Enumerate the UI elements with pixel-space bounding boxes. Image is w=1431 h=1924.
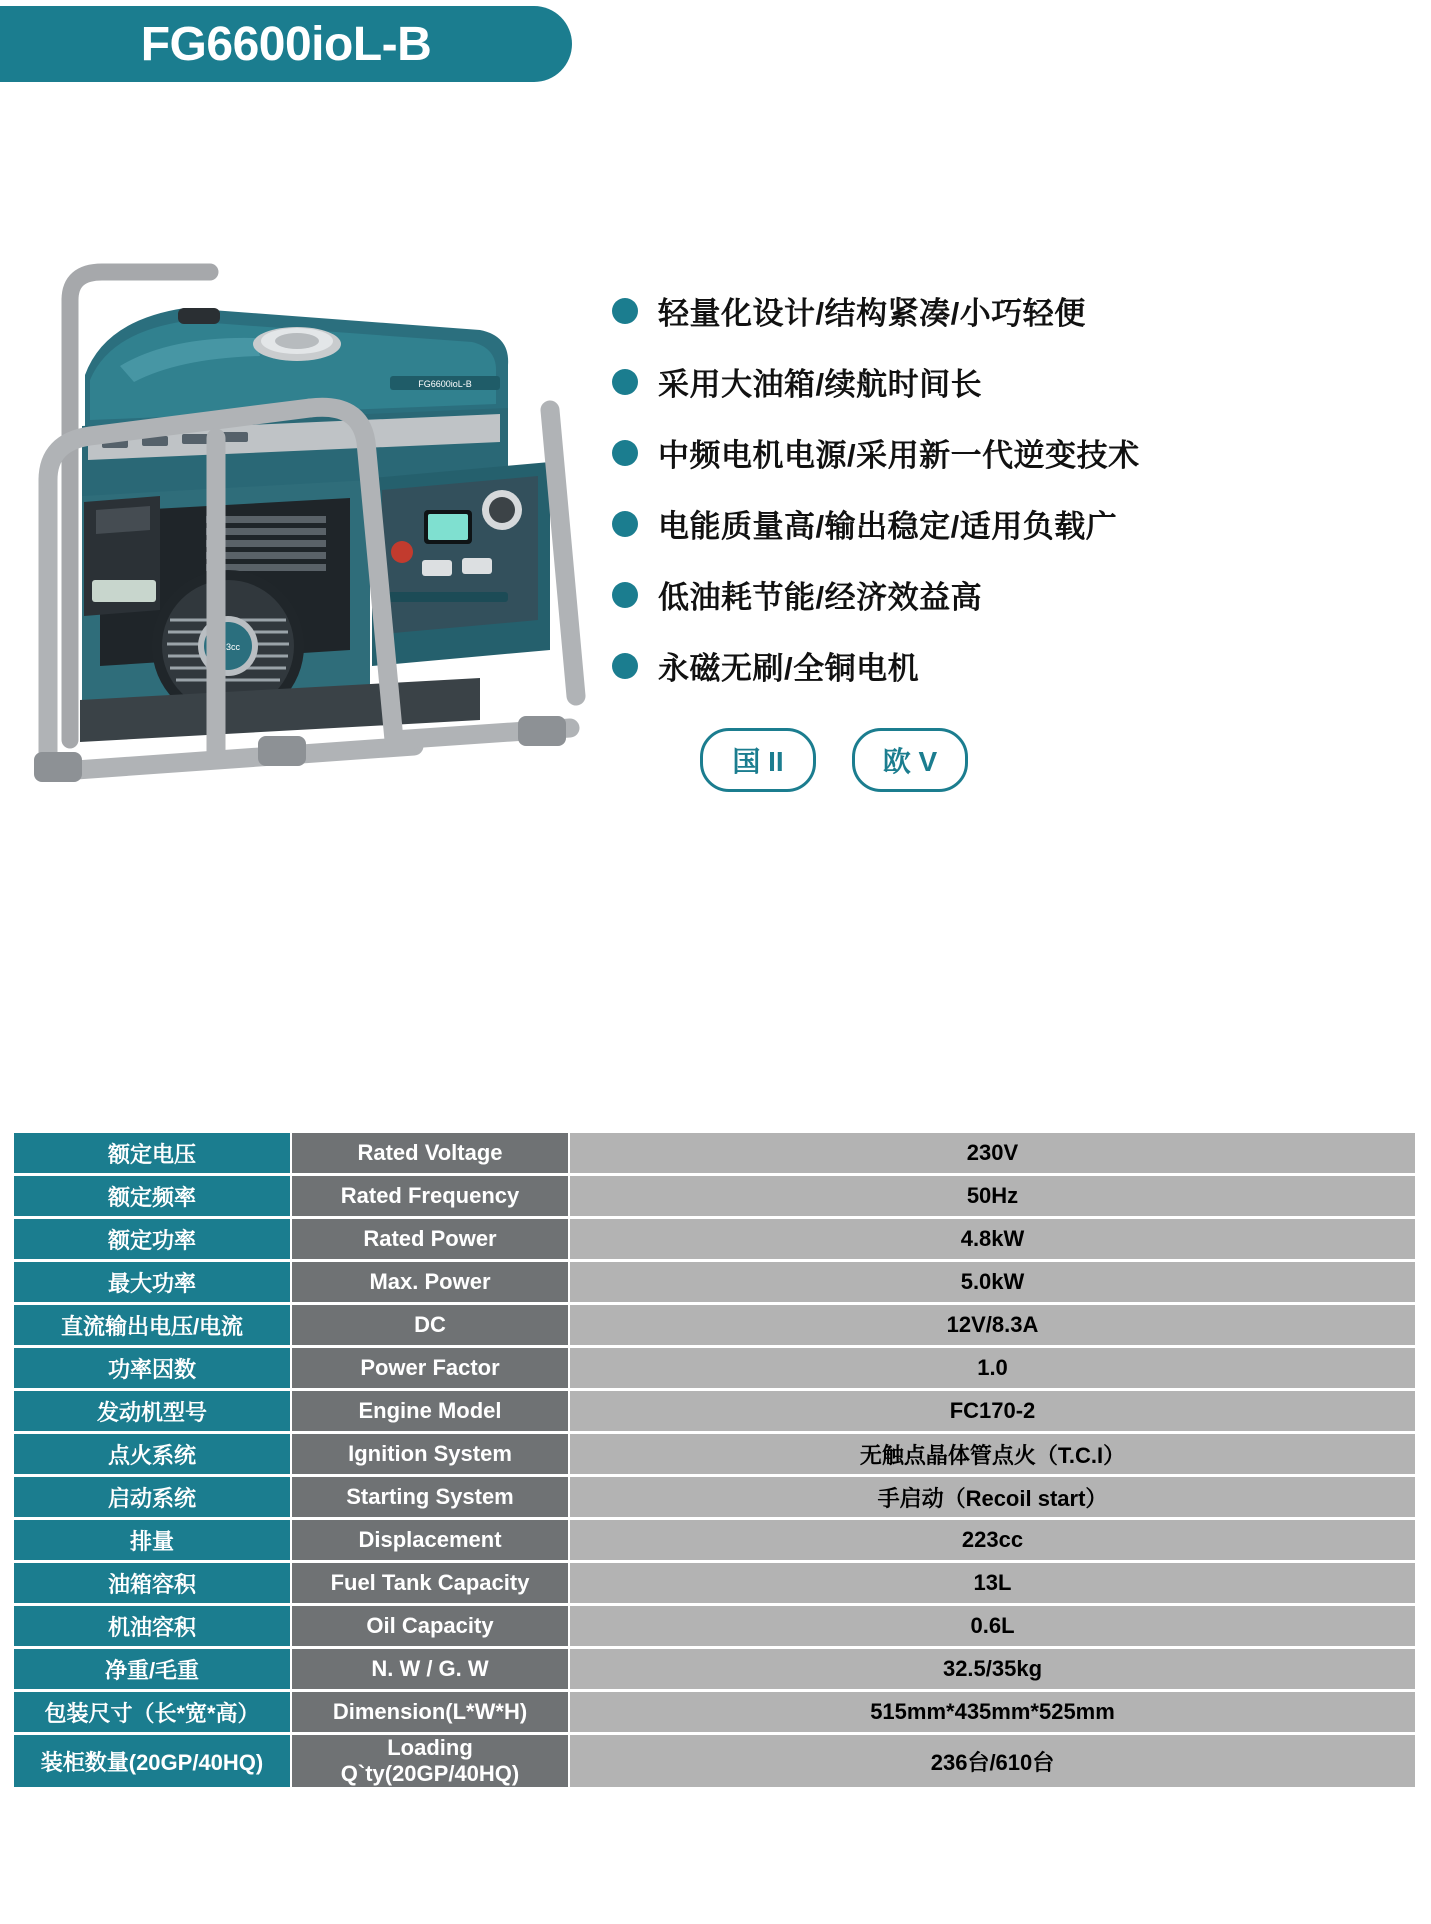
spec-name-cn: 直流输出电压/电流 xyxy=(14,1305,290,1345)
spec-table-body xyxy=(14,1133,1415,1787)
page-title: FG6600ioL-B xyxy=(140,17,432,71)
spec-name-en: Engine Model xyxy=(292,1391,568,1431)
spec-name-cn: 额定电压 xyxy=(14,1133,290,1173)
spec-name-en: Max. Power xyxy=(292,1262,568,1302)
spec-name-cn: 功率因数 xyxy=(14,1348,290,1388)
spec-value: 1.0 xyxy=(570,1348,1415,1388)
table-row xyxy=(14,1348,1415,1388)
feature-label: 永磁无刷/全铜电机 xyxy=(658,651,920,686)
bullet-icon xyxy=(612,440,638,466)
spec-name-en: Rated Power xyxy=(292,1219,568,1259)
table-row xyxy=(14,1477,1415,1517)
feature-item xyxy=(612,572,1422,617)
spec-value: 手启动（Recoil start） xyxy=(570,1477,1415,1517)
spec-value: 13L xyxy=(570,1563,1415,1603)
table-row xyxy=(14,1133,1415,1173)
spec-name-cn: 净重/毛重 xyxy=(14,1649,290,1689)
table-row xyxy=(14,1176,1415,1216)
spec-name-en: DC xyxy=(292,1305,568,1345)
spec-name-cn: 额定功率 xyxy=(14,1219,290,1259)
feature-item xyxy=(612,359,1422,404)
table-row xyxy=(14,1563,1415,1603)
spec-name-en: Displacement xyxy=(292,1520,568,1560)
spec-value: 50Hz xyxy=(570,1176,1415,1216)
spec-value: 无触点晶体管点火（T.C.I） xyxy=(570,1434,1415,1474)
bullet-icon xyxy=(612,582,638,608)
bullet-icon xyxy=(612,369,638,395)
table-row xyxy=(14,1520,1415,1560)
table-row xyxy=(14,1692,1415,1732)
table-row xyxy=(14,1305,1415,1345)
table-row xyxy=(14,1649,1415,1689)
table-row xyxy=(14,1391,1415,1431)
feature-item xyxy=(612,430,1422,475)
spec-value: 223cc xyxy=(570,1520,1415,1560)
spec-name-en: Oil Capacity xyxy=(292,1606,568,1646)
feature-label: 轻量化设计/结构紧凑/小巧轻便 xyxy=(658,296,1086,331)
spec-name-en: Dimension(L*W*H) xyxy=(292,1692,568,1732)
bullet-icon xyxy=(612,653,638,679)
table-row xyxy=(14,1434,1415,1474)
table-row xyxy=(14,1219,1415,1259)
feature-item xyxy=(612,288,1422,333)
feature-list xyxy=(612,288,1422,714)
spec-value: 12V/8.3A xyxy=(570,1305,1415,1345)
feature-item xyxy=(612,643,1422,688)
feature-item xyxy=(612,501,1422,546)
spec-name-en: Ignition System xyxy=(292,1434,568,1474)
spec-name-cn: 排量 xyxy=(14,1520,290,1560)
spec-name-cn: 装柜数量(20GP/40HQ) xyxy=(14,1735,290,1787)
spec-value: 32.5/35kg xyxy=(570,1649,1415,1689)
spec-name-cn: 点火系统 xyxy=(14,1434,290,1474)
spec-value: 230V xyxy=(570,1133,1415,1173)
feature-label: 低油耗节能/经济效益高 xyxy=(658,580,983,615)
table-row xyxy=(14,1262,1415,1302)
product-title-banner xyxy=(0,6,572,82)
product-image xyxy=(10,180,590,830)
spec-value: 5.0kW xyxy=(570,1262,1415,1302)
spec-value: 236台/610台 xyxy=(570,1735,1415,1787)
standard-badges xyxy=(700,728,968,792)
spec-name-cn: 油箱容积 xyxy=(14,1563,290,1603)
spec-name-en: Rated Voltage xyxy=(292,1133,568,1173)
status-badge: 欧 V xyxy=(852,728,968,792)
spec-name-cn: 包装尺寸（长*宽*高） xyxy=(14,1692,290,1732)
svg-text:223cc: 223cc xyxy=(215,642,241,652)
spec-name-en: N. W / G. W xyxy=(292,1649,568,1689)
specification-table xyxy=(12,1130,1417,1790)
feature-label: 中频电机电源/采用新一代逆变技术 xyxy=(658,438,1140,473)
spec-value: 4.8kW xyxy=(570,1219,1415,1259)
spec-name-en: Fuel Tank Capacity xyxy=(292,1563,568,1603)
spec-name-en: Starting System xyxy=(292,1477,568,1517)
feature-label: 采用大油箱/续航时间长 xyxy=(658,367,983,402)
spec-name-en: Power Factor xyxy=(292,1348,568,1388)
bullet-icon xyxy=(612,298,638,324)
status-badge: 国 II xyxy=(700,728,816,792)
spec-name-cn: 启动系统 xyxy=(14,1477,290,1517)
table-row xyxy=(14,1606,1415,1646)
table-row xyxy=(14,1735,1415,1787)
spec-name-cn: 发动机型号 xyxy=(14,1391,290,1431)
spec-name-cn: 机油容积 xyxy=(14,1606,290,1646)
svg-text:FG6600ioL-B: FG6600ioL-B xyxy=(418,379,472,389)
spec-value: FC170-2 xyxy=(570,1391,1415,1431)
spec-name-cn: 最大功率 xyxy=(14,1262,290,1302)
feature-label: 电能质量高/输出稳定/适用负载广 xyxy=(658,509,1118,544)
spec-name-en: Loading Q`ty(20GP/40HQ) xyxy=(292,1735,568,1787)
spec-value: 515mm*435mm*525mm xyxy=(570,1692,1415,1732)
bullet-icon xyxy=(612,511,638,537)
spec-name-cn: 额定频率 xyxy=(14,1176,290,1216)
spec-value: 0.6L xyxy=(570,1606,1415,1646)
spec-name-en: Rated Frequency xyxy=(292,1176,568,1216)
